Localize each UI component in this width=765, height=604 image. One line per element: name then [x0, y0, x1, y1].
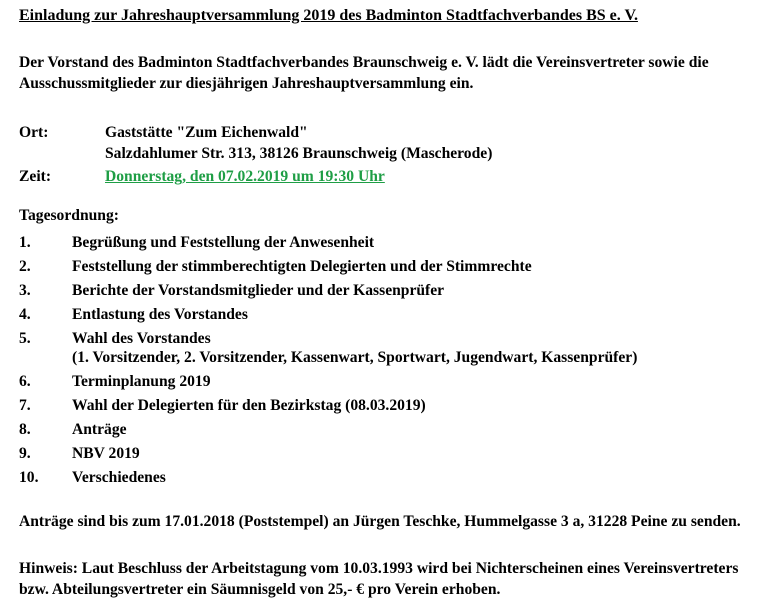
time-label: Zeit: — [19, 168, 52, 185]
submission-note: Anträge sind bis zum 17.01.2018 (Poststempel) an Jürgen Teschke, Hummelgasse 3 a, 31228 Peine zu senden. — [19, 513, 741, 530]
location-name: Gaststätte "Zum Eichenwald" — [105, 124, 308, 141]
agenda-item-number: 8. — [19, 421, 31, 438]
agenda-item-number: 10. — [19, 469, 39, 486]
intro-paragraph: Der Vorstand des Badminton Stadtfachverbandes Braunschweig e. V. lädt die Vereinsvertreter sowie die Ausschussmitglieder zur diesjährigen Jahreshauptversammlung ein. — [19, 54, 709, 92]
agenda-item-number: 4. — [19, 306, 31, 323]
agenda-item-number: 7. — [19, 397, 31, 414]
agenda-item-text: NBV 2019 — [72, 445, 140, 462]
agenda-item-number: 5. — [19, 330, 31, 347]
meeting-date: Donnerstag, den 07.02.2019 um 19:30 Uhr — [105, 168, 385, 185]
agenda-item-number: 2. — [19, 258, 31, 275]
location-label: Ort: — [19, 124, 49, 141]
agenda-item-text: Entlastung des Vorstandes — [72, 306, 248, 323]
location-address: Salzdahlumer Str. 313, 38126 Braunschweig (Mascherode) — [105, 145, 493, 162]
agenda-heading: Tagesordnung: — [19, 207, 119, 224]
document-title: Einladung zur Jahreshauptversammlung 2019 des Badminton Stadtfachverbandes BS e. V. — [19, 7, 638, 24]
agenda-item-text: Wahl der Delegierten für den Bezirkstag (08.03.2019) — [72, 397, 426, 414]
agenda-item-number: 1. — [19, 234, 31, 251]
agenda-item-text: Verschiedenes — [72, 469, 166, 486]
agenda-item-text: Anträge — [72, 421, 127, 438]
fee-notice: Hinweis: Laut Beschluss der Arbeitstagung vom 10.03.1993 wird bei Nichterscheinen eines Vereinsvertreters bzw. Abteilungsvertreter ein Säumnisgeld von 25,- € pro Verein erhoben. — [19, 560, 739, 598]
agenda-item-text: Wahl des Vorstandes — [72, 330, 211, 347]
agenda-item-text: Terminplanung 2019 — [72, 373, 211, 390]
agenda-item-number: 6. — [19, 373, 31, 390]
agenda-item-number: 3. — [19, 282, 31, 299]
agenda-item-text: Berichte der Vorstandsmitglieder und der Kassenprüfer — [72, 282, 445, 299]
agenda-item-number: 9. — [19, 445, 31, 462]
agenda-item-text: Feststellung der stimmberechtigten Delegierten und der Stimmrechte — [72, 258, 532, 275]
agenda-item-text: Begrüßung und Feststellung der Anwesenheit — [72, 234, 375, 251]
agenda-item-subtext: (1. Vorsitzender, 2. Vorsitzender, Kassenwart, Sportwart, Jugendwart, Kassenprüfer) — [72, 349, 638, 366]
